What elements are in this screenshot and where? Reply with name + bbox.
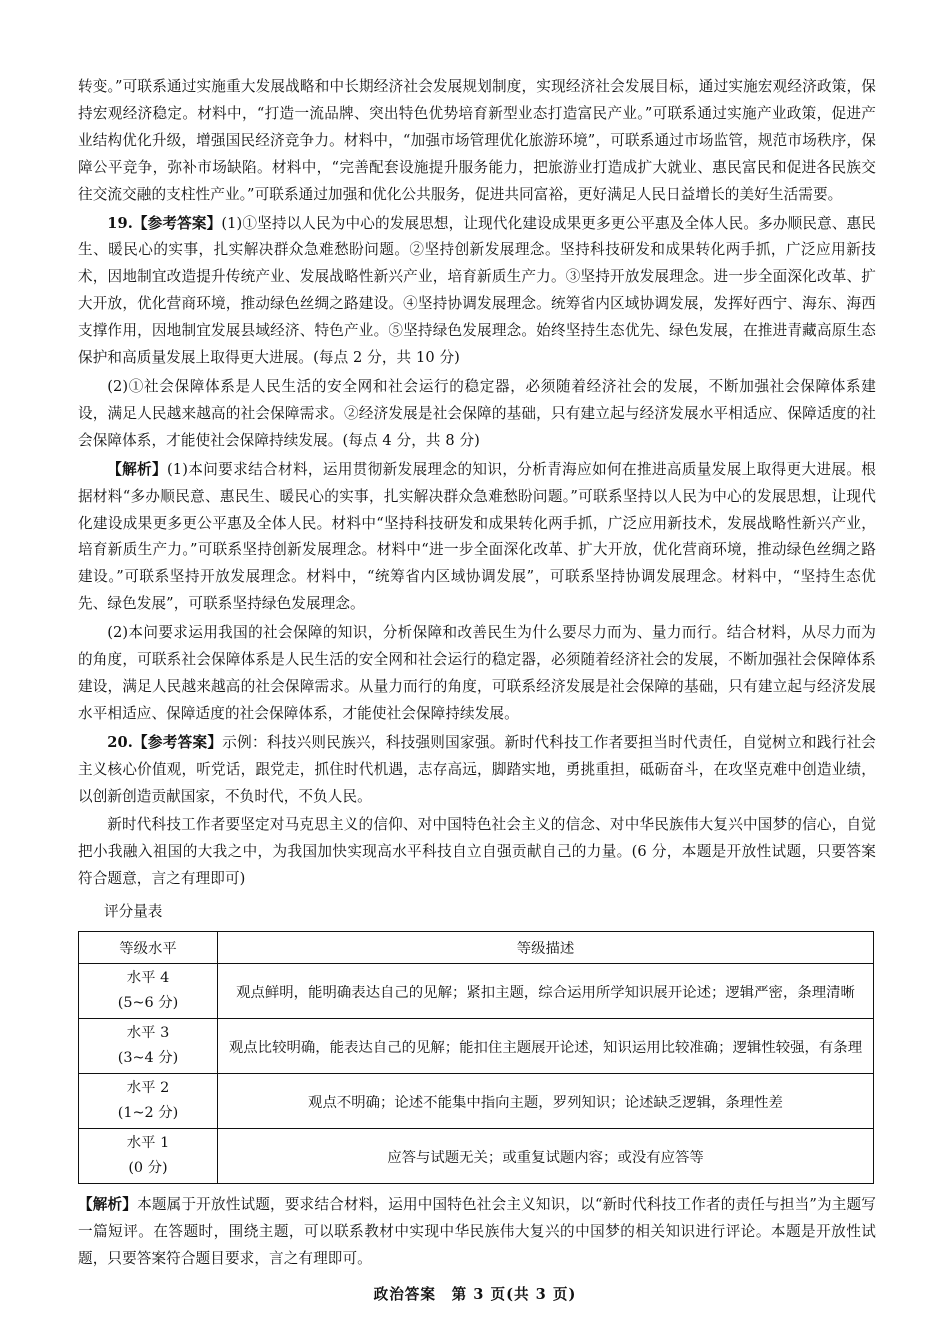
rubric-row [79, 964, 874, 1019]
page-footer: 政治答案 第 3 页(共 3 页) [373, 1286, 577, 1303]
rubric-desc: 观点鲜明，能明确表达自己的见解；紧扣主题，综合运用所学知识展开论述；逻辑严密，条理清晰 [218, 964, 874, 1019]
q19-analysis-part2: (2)本问要求运用我国的社会保障的知识，分析保障和改善民生为什么要尽力而为、量力而行。结合材料，从尽力而为的角度，可联系社会保障体系是人民生活的安全网和社会运行的稳定器，必须随着经济社会的发展，不断加强社会保障体系建设，满足人民越来越高的社会保障需求。从量力而行的角度，可联系经济发展是社会保障的基础，只有建立起与经济发展水平相适应、保障适度的社会保障体系，才能使社会保障持续发展。 [78, 624, 876, 722]
q19-answer-part1 [78, 211, 876, 372]
rubric-header-level: 等级水平 [79, 932, 218, 964]
q20-answer-part1-text: 示例：科技兴则民族兴，科技强则国家强。新时代科技工作者要担当时代责任，自觉树立和践行社会主义核心价值观，听党话，跟党走，抓住时代机遇，志存高远，脚踏实地，勇挑重担，砥砺奋斗，在攻坚克难中创造业绩，以创新创造贡献国家，不负时代，不负人民。 [78, 733, 877, 805]
rubric-row [79, 1129, 874, 1184]
rubric-row [79, 1074, 874, 1129]
q19-analysis-part1 [78, 457, 876, 618]
rubric-level: 水平 4 [126, 970, 170, 987]
q19-analysis-label: 【解析】 [107, 460, 168, 478]
rubric-score: (3~4 分) [117, 1050, 179, 1067]
rubric-desc: 观点不明确；论述不能集中指向主题，罗列知识；论述缺乏逻辑，条理性差 [218, 1074, 874, 1129]
answer-page [78, 74, 876, 1273]
q20-analysis-text: 本题属于开放性试题，要求结合材料，运用中国特色社会主义知识，以“新时代科技工作者的责任与担当”为主题写一篇短评。在答题时，围绕主题，可以联系教材中实现中华民族伟大复兴的中国梦的相关知识进行评论。本题是开放性试题，只要答案符合题目要求，言之有理即可。 [78, 1196, 877, 1267]
continuation-paragraph: 转变。”可联系通过实施重大发展战略和中长期经济社会发展规划制度，实现经济社会发展目标，通过实施宏观经济政策，保持宏观经济稳定。材料中，“打造一流品牌、突出特色优势培育新型业态打造富民产业。”可联系通过实施产业政策，促进产业结构优化升级，增强国民经济竞争力。材料中，“加强市场管理优化旅游环境”，可联系通过市场监管，规范市场秩序，保障公平竞争，弥补市场缺陷。材料中，“完善配套设施提升服务能力，把旅游业打造成扩大就业、惠民富民和促进各民族交往交流交融的支柱性产业。”可联系通过加强和优化公共服务，促进共同富裕，更好满足人民日益增长的美好生活需要。 [78, 78, 876, 203]
rubric-level-cell [79, 1019, 218, 1074]
q20-analysis-label: 【解析】 [78, 1196, 138, 1214]
rubric-desc: 应答与试题无关；或重复试题内容；或没有应答等 [218, 1129, 874, 1184]
rubric-score: (0 分) [128, 1160, 168, 1177]
rubric-score: (1~2 分) [117, 1105, 179, 1122]
rubric-table [78, 931, 874, 1184]
rubric-level: 水平 3 [126, 1025, 170, 1042]
rubric-level: 水平 1 [126, 1135, 170, 1152]
rubric-desc: 观点比较明确，能表达自己的见解；能扣住主题展开论述，知识运用比较准确；逻辑性较强，有条理 [218, 1019, 874, 1074]
q20-answer-part1 [78, 730, 876, 811]
q20-analysis [78, 1192, 876, 1273]
rubric-header-desc: 等级描述 [218, 932, 874, 964]
rubric-level-cell [79, 1074, 218, 1129]
rubric-row [79, 1019, 874, 1074]
q20-answer-part2: 新时代科技工作者要坚定对马克思主义的信仰、对中国特色社会主义的信念、对中华民族伟大复兴中国梦的信心，自觉把小我融入祖国的大我之中，为我国加快实现高水平科技自立自强贡献自己的力量。(6 分，本题是开放性试题，只要答案符合题意，言之有理即可) [78, 816, 876, 888]
q19-answer-label: 19.【参考答案】 [107, 214, 222, 232]
rubric-level: 水平 2 [126, 1080, 170, 1097]
q19-analysis-part1-text: (1)本问要求结合材料，运用贯彻新发展理念的知识，分析青海应如何在推进高质量发展上取得更大进展。根据材料“多办顺民意、惠民生、暖民心的实事，扎实解决群众急难愁盼问题。”可联系坚持以人民为中心的发展思想，让现代化建设成果更多更公平惠及全体人民。材料中“坚持科技研发和成果转化两手抓，广泛应用新技术，发展战略性新兴产业，培育新质生产力。”可联系坚持创新发展理念。材料中“进一步全面深化改革、扩大开放，优化营商环境，推动绿色丝绸之路建设。”可联系坚持开放发展理念。材料中，“统筹省内区域协调发展”，可联系坚持协调发展理念。材料中，“坚持生态优先、绿色发展”，可联系坚持绿色发展理念。 [78, 460, 876, 613]
rubric-level-cell [79, 964, 218, 1019]
rubric-title: 评分量表 [104, 903, 163, 921]
q20-answer-label: 20.【参考答案】 [107, 733, 223, 751]
rubric-header-row [79, 932, 874, 964]
q19-answer-part2: (2)①社会保障体系是人民生活的安全网和社会运行的稳定器，必须随着经济社会的发展，不断加强社会保障体系建设，满足人民越来越高的社会保障需求。②经济发展是社会保障的基础，只有建立起与经济发展水平相适应、保障适度的社会保障体系，才能使社会保障持续发展。(每点 4 分，共 8 分) [78, 377, 876, 449]
rubric-level-cell [79, 1129, 218, 1184]
rubric-score: (5~6 分) [117, 995, 179, 1012]
q19-answer-part1-text: (1)①坚持以人民为中心的发展思想，让现代化建设成果更多更公平惠及全体人民。多办顺民意、惠民生、暖民心的实事，扎实解决群众急难愁盼问题。②坚持创新发展理念。坚持科技研发和成果转化两手抓，广泛应用新技术，因地制宜改造提升传统产业、发展战略性新兴产业，培育新质生产力。③坚持开放发展理念。进一步全面深化改革、扩大开放，优化营商环境，推动绿色丝绸之路建设。④坚持协调发展理念。统筹省内区域协调发展，发挥好西宁、海东、海西支撑作用，因地制宜发展县域经济、特色产业。⑤坚持绿色发展理念。始终坚持生态优先、绿色发展，在推进青藏高原生态保护和高质量发展上取得更大进展。(每点 2 分，共 10 分) [78, 214, 876, 367]
